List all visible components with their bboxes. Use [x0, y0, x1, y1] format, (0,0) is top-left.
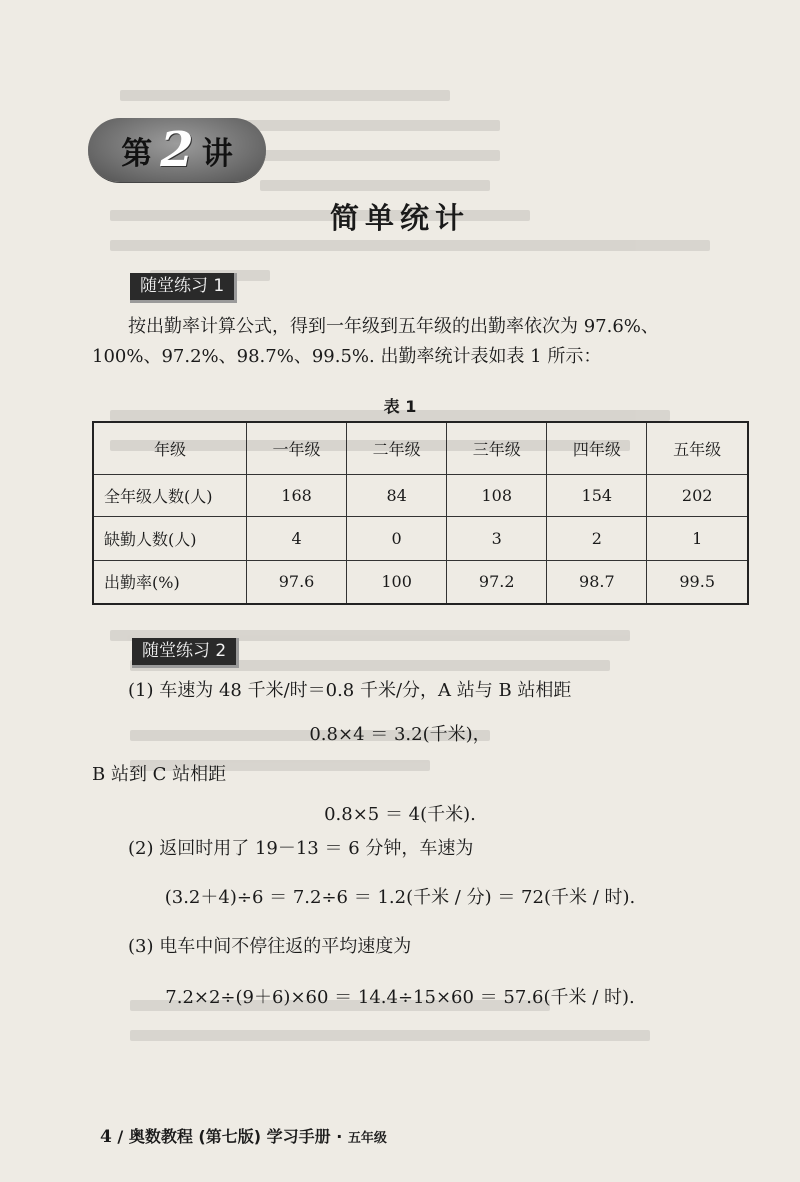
page-number: 4: [100, 1127, 112, 1147]
header-cell: 二年级: [347, 422, 447, 474]
table-row: [93, 474, 748, 516]
table-cell: 100: [347, 560, 447, 604]
header-cell: 三年级: [447, 422, 547, 474]
table-header-row: [93, 422, 748, 474]
equation-4: 7.2×2÷(9＋6)×60 ＝ 14.4÷15×60 ＝ 57.6(千米 / 时).: [165, 987, 635, 1008]
row-label: 出勤率(%): [93, 560, 247, 604]
lecture-badge: [88, 118, 266, 182]
table-cell: 98.7: [547, 560, 647, 604]
table-cell: 84: [347, 474, 447, 516]
lecture-suffix: 讲: [201, 135, 233, 172]
row-label: 全年级人数(人): [93, 474, 247, 516]
header-cell: 五年级: [647, 422, 748, 474]
book-title: 奥数教程 (第七版) 学习手册: [128, 1127, 331, 1146]
table-cell: 97.2: [447, 560, 547, 604]
practice2-part1: (1) 车速为 48 千米/时＝0.8 千米/分，A 站与 B 站相距: [128, 680, 572, 701]
practice2-part1b: B 站到 C 站相距: [92, 764, 227, 785]
table-cell: 99.5: [647, 560, 748, 604]
table-cell: 3: [447, 516, 547, 560]
practice2-part2: (2) 返回时用了 19－13 ＝ 6 分钟，车速为: [128, 838, 474, 859]
page-footer: [100, 1124, 387, 1147]
table-cell: 168: [247, 474, 347, 516]
practice2-part3: (3) 电车中间不停往返的平均速度为: [128, 936, 412, 957]
practice1-tag: 随堂练习 1: [130, 273, 237, 303]
row-label: 缺勤人数(人): [93, 516, 247, 560]
lecture-number: 2: [160, 122, 194, 178]
footer-separator: /: [117, 1127, 129, 1146]
header-cell: 年级: [93, 422, 247, 474]
table-cell: 154: [547, 474, 647, 516]
attendance-table: [92, 421, 749, 605]
table-row: [93, 560, 748, 604]
header-cell: 四年级: [547, 422, 647, 474]
table-cell: 1: [647, 516, 748, 560]
table-cell: 4: [247, 516, 347, 560]
table-cell: 0: [347, 516, 447, 560]
table-cell: 108: [447, 474, 547, 516]
header-cell: 一年级: [247, 422, 347, 474]
table-cell: 97.6: [247, 560, 347, 604]
table-cell: 202: [647, 474, 748, 516]
grade-label: 五年级: [347, 1131, 387, 1146]
lecture-prefix: 第: [121, 135, 153, 172]
equation-1: 0.8×4 ＝ 3.2(千米)，: [309, 724, 491, 745]
practice1-line1: 按出勤率计算公式，得到一年级到五年级的出勤率依次为 97.6%、: [128, 316, 659, 337]
table-caption: 表 1: [383, 397, 417, 416]
equation-3: (3.2＋4)÷6 ＝ 7.2÷6 ＝ 1.2(千米 / 分) ＝ 72(千米 / 时).: [164, 887, 636, 908]
practice1-line2: 100%、97.2%、98.7%、99.5%. 出勤率统计表如表 1 所示：: [92, 346, 602, 367]
table-row: [93, 516, 748, 560]
lesson-title: 简单统计: [329, 201, 470, 235]
practice2-tag: 随堂练习 2: [132, 638, 239, 668]
table-cell: 2: [547, 516, 647, 560]
equation-2: 0.8×5 ＝ 4(千米).: [324, 804, 476, 825]
footer-dot: ·: [336, 1127, 348, 1146]
